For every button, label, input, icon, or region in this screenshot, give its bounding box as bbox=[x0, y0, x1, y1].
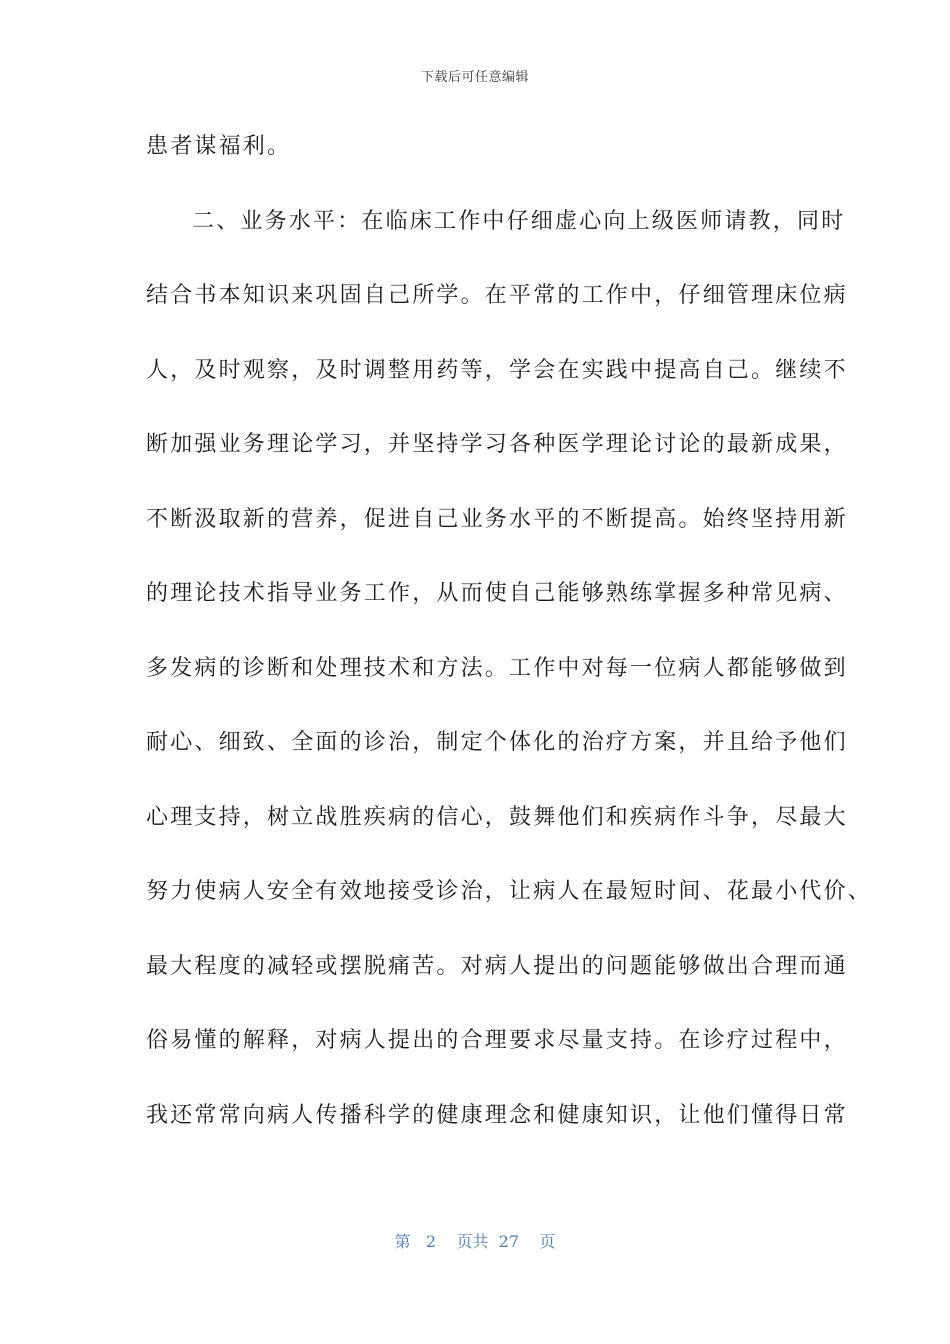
footer-middle: 页共 bbox=[456, 1232, 489, 1251]
paragraph-line: 最大程度的减轻或摆脱痛苦。对病人提出的问题能够做出合理而通 bbox=[146, 953, 848, 979]
paragraph-line: 不断汲取新的营养，促进自己业务水平的不断提高。始终坚持用新 bbox=[146, 506, 848, 532]
paragraph-line: 耐心、细致、全面的诊治，制定个体化的治疗方案，并且给予他们 bbox=[146, 730, 848, 755]
paragraph-line: 二、业务水平：在临床工作中仔细虚心向上级医师请教，同时 bbox=[192, 208, 846, 234]
page-header-note: 下载后可任意编辑 bbox=[420, 70, 529, 85]
paragraph-line: 我还常常向病人传播科学的健康理念和健康知识，让他们懂得日常 bbox=[146, 1102, 848, 1128]
paragraph-line: 结合书本知识来巩固自己所学。在平常的工作中，仔细管理床位病 bbox=[146, 283, 848, 308]
document-body bbox=[146, 122, 873, 1165]
paragraph-line: 患者谋福利。 bbox=[146, 134, 292, 159]
footer-suffix: 页 bbox=[539, 1232, 556, 1251]
paragraph-line: 多发病的诊断和处理技术和方法。工作中对每一位病人都能够做到 bbox=[146, 655, 848, 681]
paragraph-line: 心理支持，树立战胜疾病的信心，鼓舞他们和疾病作斗争，尽最大 bbox=[146, 804, 848, 830]
footer-prefix: 第 bbox=[394, 1232, 411, 1251]
paragraph-line: 努力使病人安全有效地接受诊治，让病人在最短时间、花最小代价、 bbox=[146, 879, 873, 904]
current-page-number: 2 bbox=[425, 1232, 437, 1251]
paragraph-line: 俗易懂的解释，对病人提出的合理要求尽量支持。在诊疗过程中， bbox=[146, 1028, 848, 1053]
paragraph-line: 人，及时观察，及时调整用药等，学会在实践中提高自己。继续不 bbox=[146, 357, 848, 383]
paragraph-line: 断加强业务理论学习，并坚持学习各种医学理论讨论的最新成果， bbox=[146, 432, 848, 457]
total-pages-number: 27 bbox=[498, 1232, 519, 1251]
paragraph-line: 的理论技术指导业务工作，从而使自己能够熟练掌握多种常见病、 bbox=[146, 581, 848, 606]
page-number-footer bbox=[0, 1229, 950, 1252]
